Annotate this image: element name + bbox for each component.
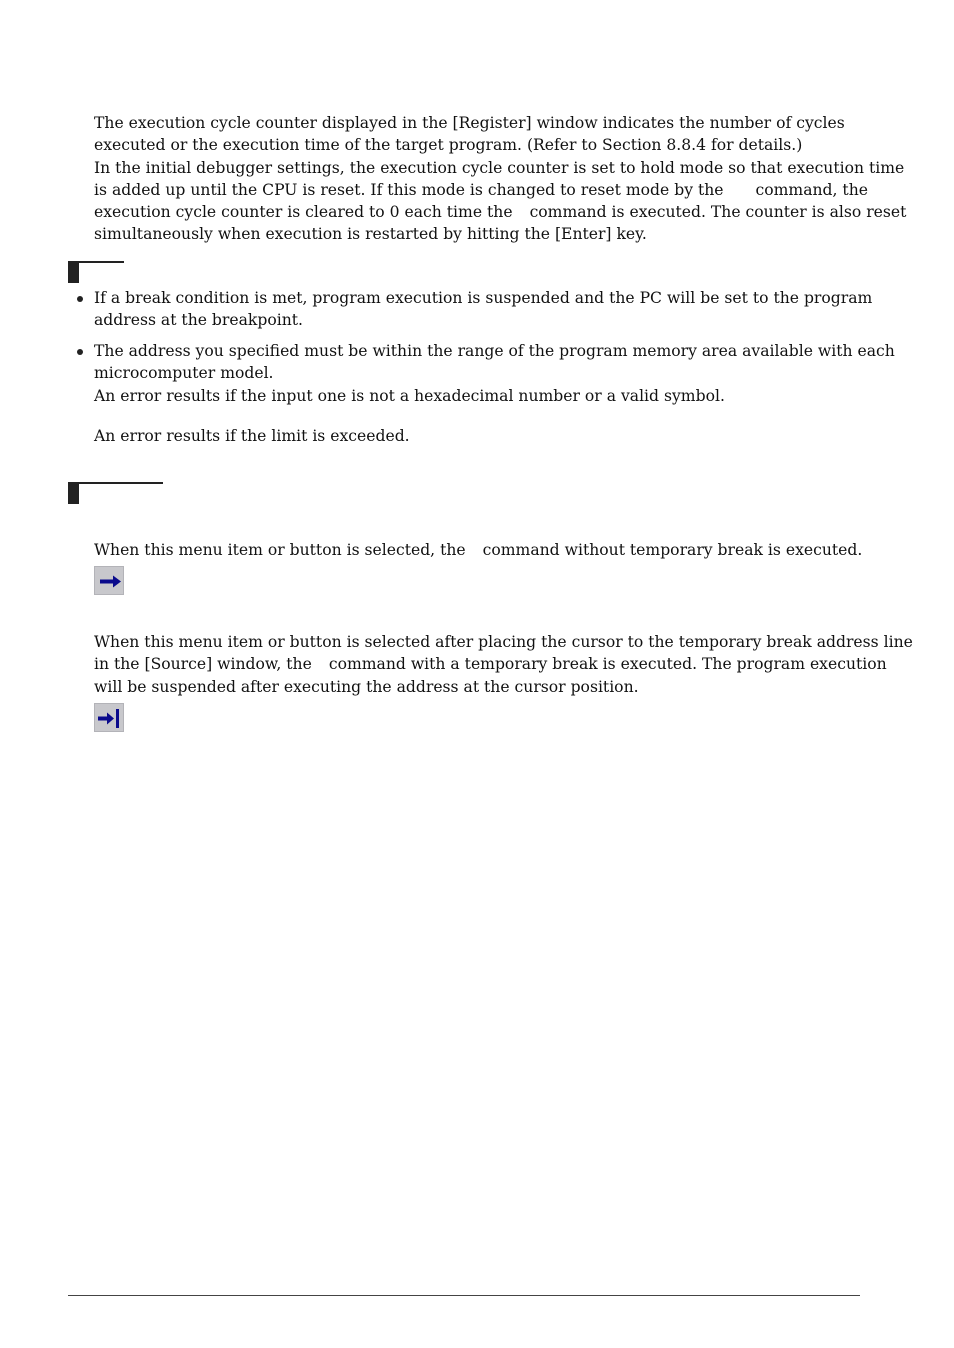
text-line bbox=[94, 179, 868, 201]
menu-go-cursor-description bbox=[94, 631, 913, 698]
text-line: The address you specified must be within the range of the program memory area available with each bbox=[94, 342, 895, 360]
text-line: simultaneously when execution is restarted by hitting the [Enter] key. bbox=[94, 225, 647, 244]
limit-note bbox=[94, 425, 864, 447]
text-line: An error results if the limit is exceeded. bbox=[94, 427, 410, 445]
text-line: An error results if the input one is not a hexadecimal number or a valid symbol. bbox=[94, 386, 725, 405]
text-segment: command without temporary break is executed. bbox=[482, 541, 863, 559]
text-line bbox=[94, 653, 887, 675]
bullet-dot bbox=[77, 296, 83, 302]
text-segment: command with a temporary break is executed. The program execution bbox=[328, 655, 887, 674]
text-line: The execution cycle counter displayed in the [Register] window indicates the number of cycles bbox=[94, 114, 845, 132]
counter-paragraph bbox=[94, 112, 907, 246]
text-line bbox=[94, 201, 907, 223]
text-segment: is added up until the CPU is reset. If this mode is changed to reset mode by the bbox=[94, 180, 724, 199]
go-to-cursor-icon bbox=[95, 704, 125, 733]
bullet-dot bbox=[77, 349, 83, 355]
text-segment: command is executed. The counter is also reset bbox=[529, 203, 907, 222]
heading-block bbox=[68, 482, 79, 504]
menu-go-description bbox=[94, 539, 864, 561]
text-line: will be suspended after executing the address at the cursor position. bbox=[94, 677, 639, 696]
note-bullet-1 bbox=[94, 287, 873, 332]
text-line: executed or the execution time of the target program. (Refer to Section 8.8.4 for details.) bbox=[94, 136, 803, 155]
go-to-cursor-button[interactable] bbox=[94, 703, 124, 732]
text-line: In the initial debugger settings, the execution cycle counter is set to hold mode so that execution time bbox=[94, 158, 905, 177]
text-line bbox=[94, 539, 864, 561]
note-bullet-2 bbox=[94, 340, 895, 407]
text-segment: command, the bbox=[755, 180, 868, 199]
text-line: microcomputer model. bbox=[94, 364, 274, 383]
heading-rule bbox=[68, 482, 163, 484]
footer-rule bbox=[68, 1295, 860, 1296]
go-arrow-icon bbox=[95, 567, 125, 596]
text-line: If a break condition is met, program execution is suspended and the PC will be set to the program bbox=[94, 289, 873, 307]
text-segment: in the [Source] window, the bbox=[94, 655, 312, 674]
go-button[interactable] bbox=[94, 566, 124, 595]
text-line: address at the breakpoint. bbox=[94, 311, 303, 330]
text-line: When this menu item or button is selected after placing the cursor to the temporary break address line bbox=[94, 633, 913, 651]
heading-block bbox=[68, 261, 79, 283]
heading-rule bbox=[68, 261, 124, 263]
text-segment: execution cycle counter is cleared to 0 each time the bbox=[94, 203, 513, 222]
text-segment: When this menu item or button is selected, the bbox=[94, 541, 466, 559]
